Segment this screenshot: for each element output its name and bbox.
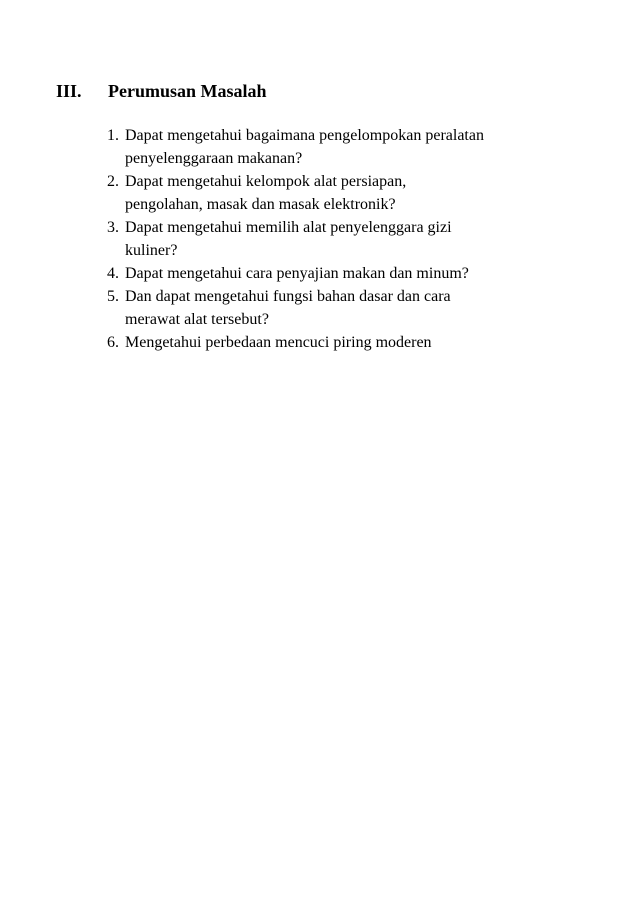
list-item-text: kuliner? — [125, 242, 178, 259]
list-item-text: Dan dapat mengetahui fungsi bahan dasar dan cara — [125, 288, 451, 305]
list-item-number: 1. — [107, 127, 119, 144]
problem-list — [107, 124, 587, 354]
list-item — [107, 285, 587, 331]
list-item-number: 2. — [107, 173, 119, 190]
list-item — [107, 262, 587, 285]
list-item-text: merawat alat tersebut? — [125, 311, 269, 328]
list-item-number: 4. — [107, 265, 119, 282]
list-item-text: Dapat mengetahui kelompok alat persiapan, — [125, 173, 407, 190]
list-item — [107, 331, 587, 354]
list-item-text: Dapat mengetahui memilih alat penyelenggara gizi — [125, 219, 452, 236]
list-item-text: Dapat mengetahui bagaimana pengelompokan peralatan — [125, 127, 484, 144]
list-item — [107, 124, 587, 170]
list-item-text: Dapat mengetahui cara penyajian makan dan minum? — [125, 265, 469, 282]
list-item-text: Mengetahui perbedaan mencuci piring moderen — [125, 334, 432, 351]
section-number: III. — [56, 81, 82, 101]
list-item-number: 3. — [107, 219, 119, 236]
list-item — [107, 170, 587, 216]
list-item-text: pengolahan, masak dan masak elektronik? — [125, 196, 396, 213]
list-item-number: 6. — [107, 334, 119, 351]
list-item-text: penyelenggaraan makanan? — [125, 150, 303, 167]
section-title: Perumusan Masalah — [108, 81, 267, 101]
list-item — [107, 216, 587, 262]
section-heading — [56, 80, 267, 102]
list-item-number: 5. — [107, 288, 119, 305]
